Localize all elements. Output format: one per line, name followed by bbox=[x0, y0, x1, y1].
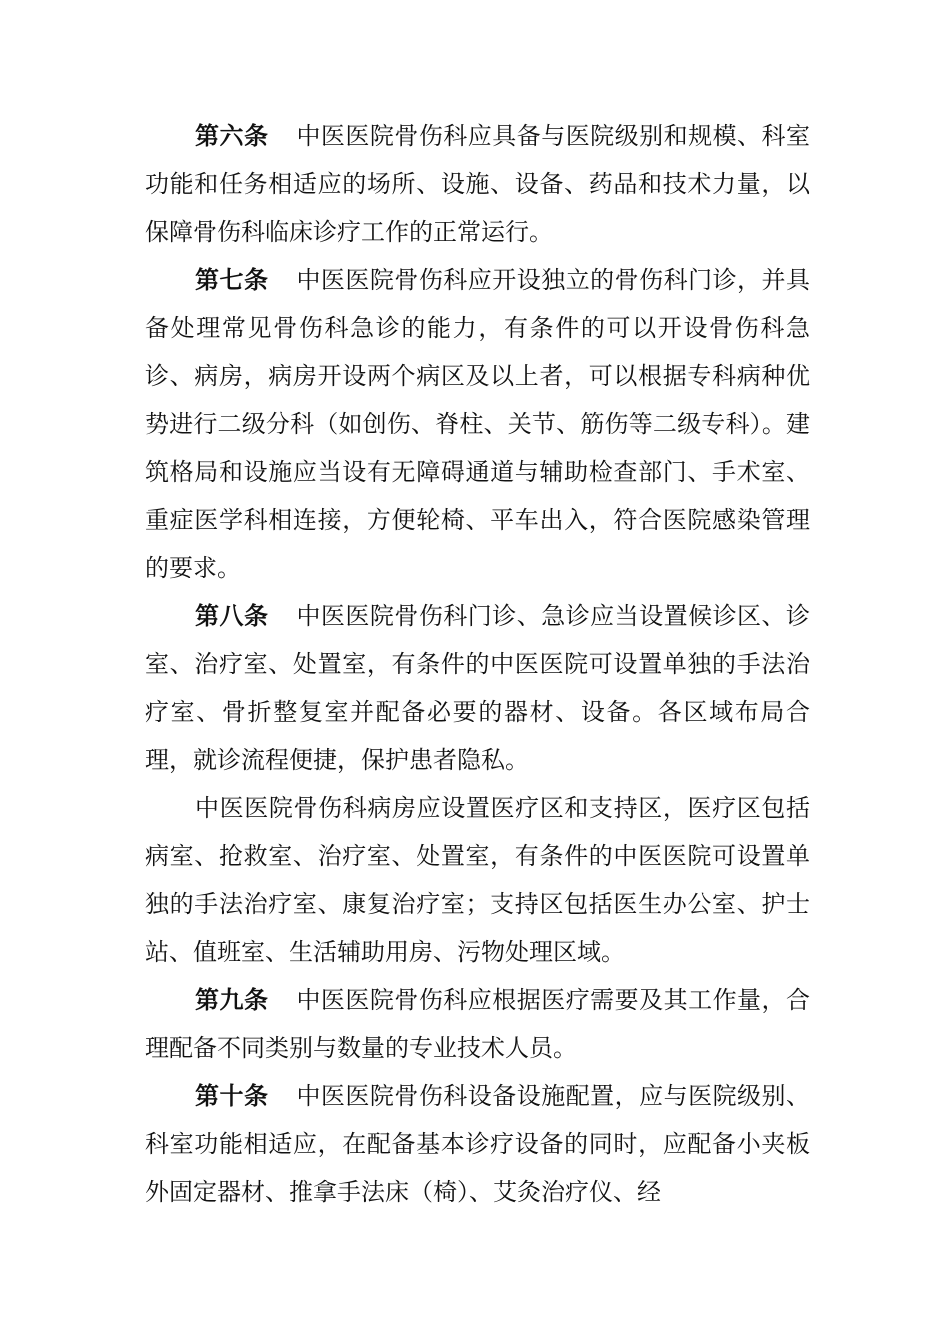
article-text: 中医医院骨伤科病房应设置医疗区和支持区，医疗区包括病室、抢救室、治疗室、处置室，有条件的中医医院可设置单独的手法治疗室、康复治疗室；支持区包括医生办公室、护士站、值班室、生活辅助用房、污物处理区域。 bbox=[145, 794, 810, 966]
article-10-paragraph bbox=[145, 1072, 810, 1216]
article-text: 中医医院骨伤科应具备与医院级别和规模、科室功能和任务相适应的场所、设施、设备、药品和技术力量，以保障骨伤科临床诊疗工作的正常运行。 bbox=[145, 122, 811, 246]
document-page bbox=[145, 112, 810, 1216]
article-number: 第八条 bbox=[195, 602, 269, 630]
article-text: 中医医院骨伤科应开设独立的骨伤科门诊，并具备处理常见骨伤科急诊的能力，有条件的可以开设骨伤科急诊、病房，病房开设两个病区及以上者，可以根据专科病种优势进行二级分科（如创伤、脊柱、关节、筋伤等二级专科）。建筑格局和设施应当设有无障碍通道与辅助检查部门、手术室、重症医学科相连接，方便轮椅、平车出入，符合医院感染管理的要求。 bbox=[145, 266, 811, 582]
article-number: 第七条 bbox=[195, 266, 269, 294]
article-text: 中医医院骨伤科设备设施配置，应与医院级别、科室功能相适应，在配备基本诊疗设备的同时，应配备小夹板外固定器材、推拿手法床（椅）、艾灸治疗仪、经 bbox=[145, 1082, 811, 1206]
article-8-paragraph bbox=[145, 592, 810, 784]
article-text: 中医医院骨伤科应根据医疗需要及其工作量，合理配备不同类别与数量的专业技术人员。 bbox=[145, 986, 811, 1062]
article-number: 第九条 bbox=[195, 986, 269, 1014]
article-9-paragraph bbox=[145, 976, 810, 1072]
article-7-paragraph bbox=[145, 256, 810, 592]
article-number: 第六条 bbox=[195, 122, 269, 150]
article-text: 中医医院骨伤科门诊、急诊应当设置候诊区、诊室、治疗室、处置室，有条件的中医医院可设置单独的手法治疗室、骨折整复室并配备必要的器材、设备。各区域布局合理，就诊流程便捷，保护患者隐私。 bbox=[145, 602, 811, 774]
article-8-continuation-paragraph bbox=[145, 784, 810, 976]
article-number: 第十条 bbox=[195, 1082, 269, 1110]
article-6-paragraph bbox=[145, 112, 810, 256]
